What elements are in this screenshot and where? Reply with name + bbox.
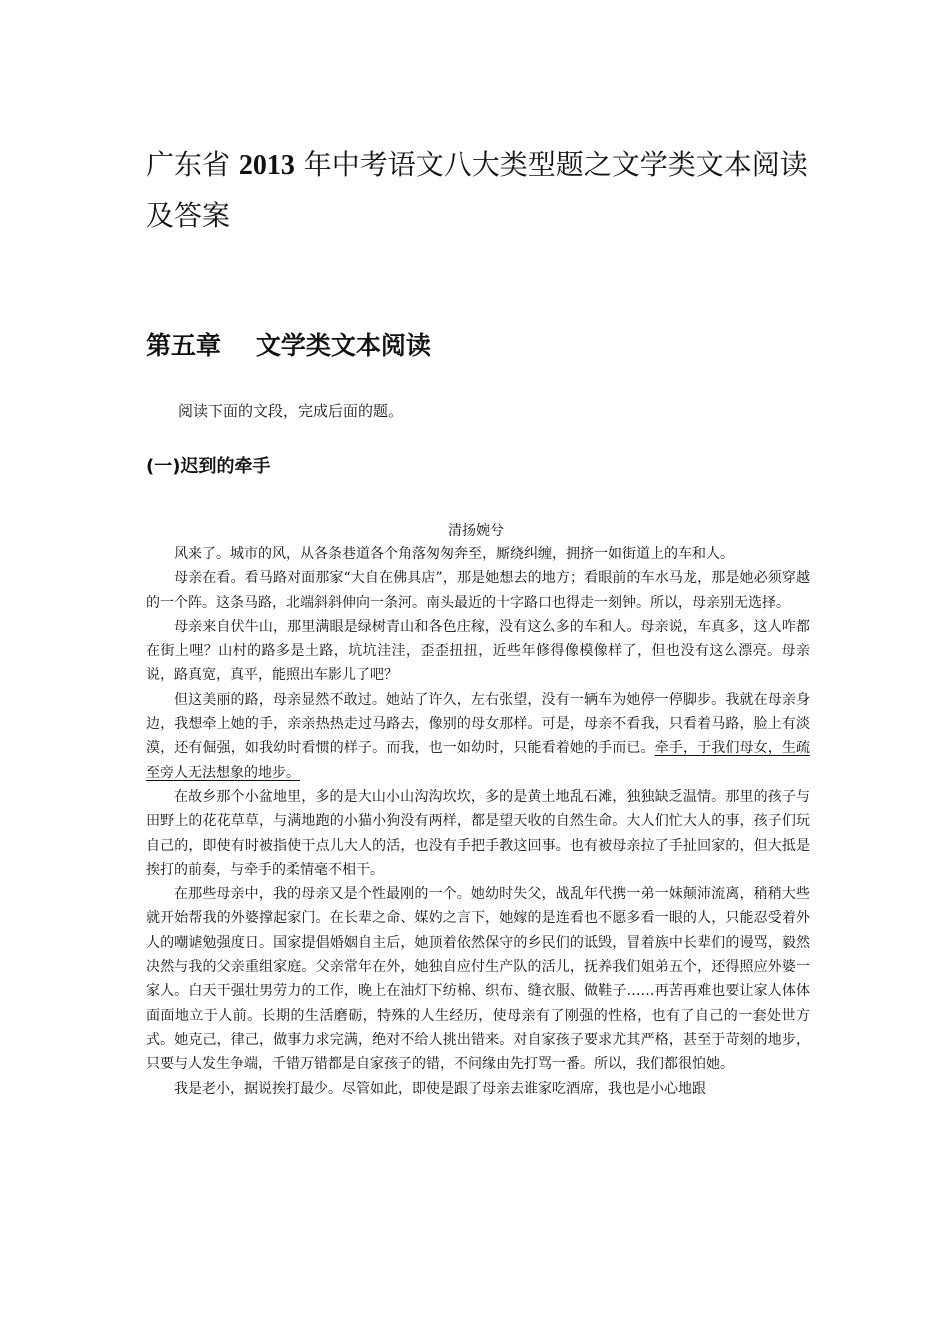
- paragraph-7: 我是老小，据说挨打最少。尽管如此，即使是跟了母亲去谁家吃酒席，我也是小心地跟: [174, 1080, 706, 1097]
- paragraph-1: 风来了。城市的风，从各条巷道各个角落匆匆奔至，厮绕纠缠，拥挤一如街道上的车和人。: [174, 546, 734, 562]
- paragraph-3: 母亲来自伏牛山，那里满眼是绿树青山和各色庄稼，没有这么多的车和人。母亲说，车真多，这人咋都在街上哩？山村的路多是土路，坑坑洼洼，歪歪扭扭，近些年修得像模像样了，但也没有这么漂亮。母亲说，路真宽，真平，能照出车影儿了吧？: [146, 618, 810, 684]
- author-name: 清扬婉兮: [448, 523, 504, 539]
- reading-instruction: 阅读下面的文段，完成后面的题。: [178, 402, 404, 420]
- paragraph-5: 在故乡那个小盆地里，多的是大山小山沟沟坎坎，多的是黄土地乱石滩，独独缺乏温情。那里的孩子与田野上的花花草草，与满地跑的小猫小狗没有两样，都是望天收的自然生命。大人们忙大人的事，孩子们玩自己的，即使有时被指使干点儿大人的活，也没有手把手教这回事。也有被母亲拉了手扯回家的，但大抵是挨打的前奏，与牵手的柔情毫不相干。: [146, 788, 810, 878]
- title-part1: 广东省: [146, 148, 239, 181]
- title-part2: 年中考语文八大类型题之文学类文本阅读及答案: [146, 148, 808, 232]
- paragraph-4-text: 但这美丽的路，母亲显然不敢过。她站了许久，左右张望，没有一辆车为她停一停脚步。我就在母亲身边，我想牵上她的手，亲亲热热走过马路去，像别的母女那样。可是，母亲不看我，只看着马路，脸上有淡漠，还有倔强，如我幼时看惯的样子。而我，也一如幼时，只能看着她的手而已。: [146, 691, 810, 757]
- document-title: [146, 140, 816, 241]
- paragraph-4: [146, 688, 810, 785]
- paragraph-6: 在那些母亲中，我的母亲又是个性最刚的一个。她幼时失父，战乱年代携一弟一妹颠沛流离，稍稍大些就开始帮我的外婆撑起家门。在长辈之命、媒妁之言下，她嫁的是连看也不愿多看一眼的人，只能忍受着外人的嘲谑勉强度日。国家提倡婚姻自主后，她顶着依然保守的乡民们的诋毁，冒着族中长辈们的谩骂，毅然决然与我的父亲重组家庭。父亲常年在外，她独自应付生产队的活儿，抚养我们姐弟五个，还得照应外婆一家人。白天干强壮男劳力的工作，晚上在油灯下纺棉、织布、缝衣服、做鞋子……再苦再难也要让家人体体面面地立于人前。长期的生活磨砺，特殊的人生经历，使母亲有了刚强的性格，也有了自己的一套处世方式。她克己，律己，做事力求完满，绝对不给人挑出错来。对自家孩子要求尤其严格，甚至于苛刻的地步，只要与人发生争端，千错万错都是自家孩子的错，不问缘由先打骂一番。所以，我们都很怕她。: [146, 886, 810, 1073]
- section-title: (一)迟到的牵手: [146, 456, 271, 477]
- article-body: [146, 542, 810, 1101]
- title-year: 2013: [238, 150, 295, 181]
- underlined-sentence: 牵手，于我们母女，生疏至旁人无法想象的地步。: [146, 740, 811, 781]
- paragraph-2: 母亲在看。看马路对面那家“大自在佛具店”，那是她想去的地方；看眼前的车水马龙，那是她必须穿越的一个阵。这条马路，北端斜斜伸向一条河。南头最近的十字路口也得走一刻钟。所以，母亲别无选择。: [146, 570, 810, 611]
- chapter-heading: 第五章 文学类文本阅读: [146, 331, 431, 360]
